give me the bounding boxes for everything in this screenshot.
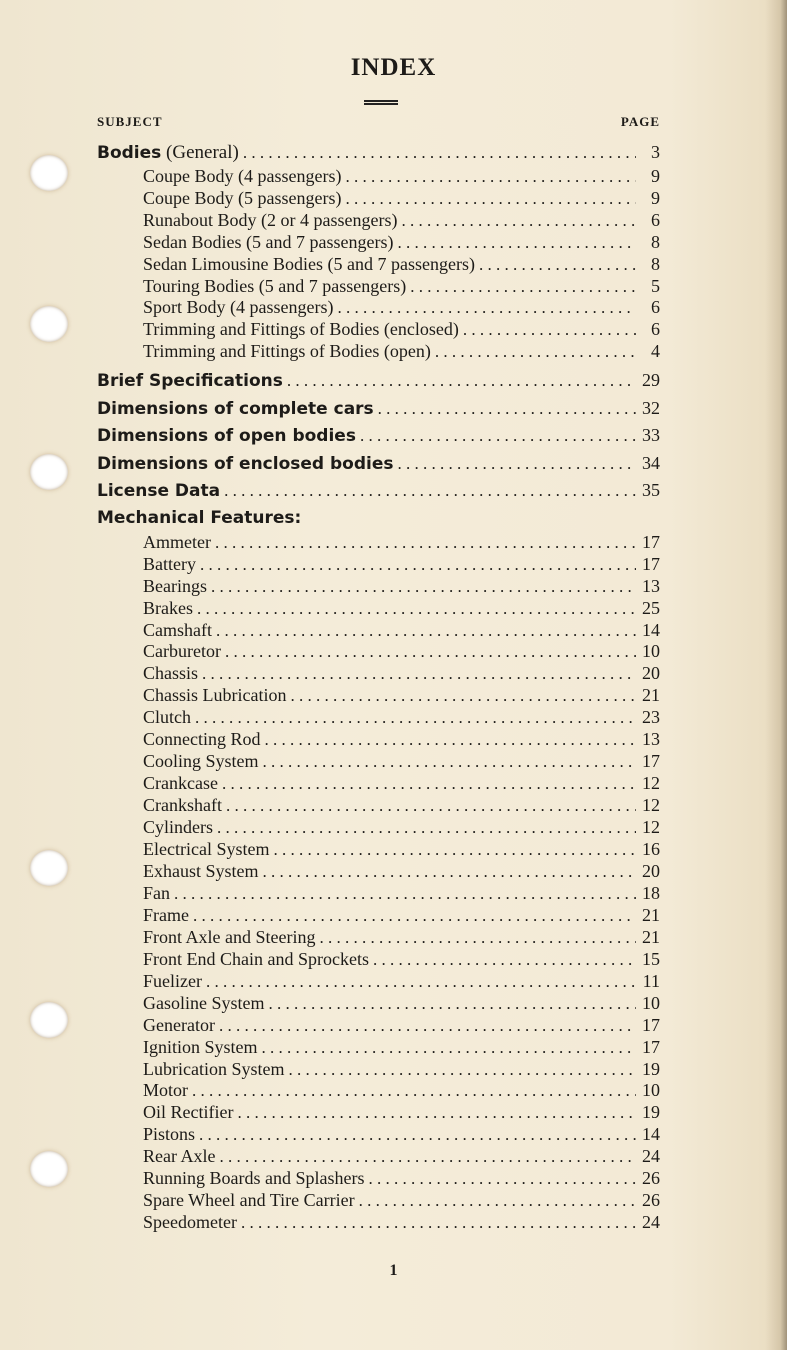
entry-page-number: 35 [642, 480, 660, 501]
entry-label: Ignition System [143, 1036, 258, 1057]
entry-label: Pistons [143, 1124, 196, 1145]
index-entry [143, 860, 660, 882]
binder-hole [30, 1002, 68, 1038]
dot-leader [397, 232, 636, 254]
dot-leader [290, 685, 636, 707]
dot-leader [345, 188, 636, 210]
index-entry [143, 904, 660, 926]
entry-label: Bearings [143, 575, 207, 596]
index-entry [143, 1014, 660, 1036]
dot-leader [263, 861, 637, 883]
dot-leader [206, 971, 636, 993]
index-entry [143, 1145, 660, 1167]
dot-leader [401, 210, 636, 232]
page-title: INDEX [350, 54, 437, 81]
entry-page-number: 17 [642, 553, 660, 574]
entry-page-number: 21 [642, 926, 660, 947]
entry-label: Speedometer [143, 1212, 237, 1233]
entry-page-number: 10 [642, 641, 660, 662]
index-entry [143, 296, 660, 318]
entry-label: Trimming and Fittings of Bodies (enclosed) [143, 319, 459, 340]
entry-page-number: 29 [642, 370, 660, 391]
entry-label: Oil Rectifier [143, 1102, 234, 1123]
entry-label: Dimensions of open bodies [97, 426, 356, 447]
entry-label: License Data [97, 481, 221, 502]
index-heading-entry [97, 369, 660, 391]
index-entry [143, 970, 660, 992]
dot-leader [174, 883, 636, 905]
index-entry [143, 728, 660, 750]
entry-page-number: 13 [642, 729, 660, 750]
index-entry [143, 838, 660, 860]
index-entry [143, 772, 660, 794]
index-entry [143, 948, 660, 970]
entry-page-number: 26 [642, 1168, 660, 1189]
entry-page-number: 19 [642, 1102, 660, 1123]
index-entry [143, 619, 660, 641]
index-entry [143, 1189, 660, 1211]
entry-label: Sedan Limousine Bodies (5 and 7 passengers) [143, 253, 475, 274]
entry-page-number: 21 [642, 685, 660, 706]
entry-page-number: 5 [651, 275, 660, 296]
entry-page-number: 24 [642, 1146, 660, 1167]
entry-page-number: 18 [642, 882, 660, 903]
entry-page-number: 14 [642, 619, 660, 640]
dot-leader [200, 554, 636, 576]
entry-label: Touring Bodies (5 and 7 passengers) [143, 275, 407, 296]
entry-label: Crankcase [143, 773, 218, 794]
entry-page-number: 9 [651, 166, 660, 186]
entry-page-number: 33 [642, 425, 660, 446]
entry-label: Connecting Rod [143, 729, 261, 750]
dot-leader [269, 993, 637, 1015]
entry-label: Dimensions of enclosed bodies [97, 453, 394, 474]
dot-leader [368, 1168, 636, 1190]
index-entry [143, 187, 660, 209]
entry-page-number: 12 [642, 795, 660, 816]
index-entry [143, 231, 660, 253]
entry-page-number: 17 [642, 531, 660, 552]
index-heading-entry [97, 424, 660, 446]
dot-leader [265, 729, 637, 751]
entry-label: Mechanical Features: [97, 507, 302, 528]
index-entry [143, 531, 660, 553]
index-entry [143, 926, 660, 948]
dot-leader [217, 817, 636, 839]
dot-leader [463, 319, 636, 341]
entry-label: Lubrication System [143, 1058, 285, 1079]
index-entry [143, 275, 660, 297]
entry-page-number: 21 [642, 904, 660, 925]
entry-label: Crankshaft [143, 795, 222, 816]
entry-label: Front End Chain and Sprockets [143, 948, 369, 969]
dot-leader [345, 166, 636, 188]
entry-label: Sport Body (4 passengers) [143, 297, 334, 318]
index-entry [143, 640, 660, 662]
dot-leader [216, 620, 636, 642]
dot-leader [211, 576, 636, 598]
entry-page-number: 20 [642, 663, 660, 684]
entry-page-number: 25 [642, 597, 660, 618]
dot-leader [199, 1124, 636, 1146]
entry-page-number: 24 [642, 1212, 660, 1233]
dot-leader [243, 142, 636, 164]
entry-label: Spare Wheel and Tire Carrier [143, 1190, 355, 1211]
entry-page-number: 3 [651, 142, 660, 162]
index-entry [143, 340, 660, 362]
dot-leader [262, 1037, 636, 1059]
dot-leader [237, 1102, 636, 1124]
entry-label: Dimensions of complete cars [97, 398, 374, 419]
entry-label: Ammeter [143, 531, 211, 552]
index-entry [143, 1211, 660, 1233]
entry-label: Frame [143, 904, 189, 925]
entry-page-number: 32 [642, 397, 660, 418]
index-entry [143, 816, 660, 838]
entry-label: Bodies [97, 143, 162, 163]
entry-label: Runabout Body (2 or 4 passengers) [143, 209, 398, 230]
dot-leader [287, 370, 636, 392]
entry-page-number: 9 [651, 187, 660, 208]
entry-page-number: 6 [651, 297, 660, 318]
entry-label: Chassis [143, 663, 199, 684]
entry-label: Chassis Lubrication [143, 685, 287, 706]
entry-page-number: 34 [642, 452, 660, 473]
dot-leader [195, 707, 636, 729]
dot-leader [202, 663, 636, 685]
dot-leader [192, 1080, 636, 1102]
binder-hole [30, 1151, 68, 1187]
index-entry [143, 882, 660, 904]
index-entry [143, 1058, 660, 1080]
index-entry [143, 684, 660, 706]
entry-label: Coupe Body (5 passengers) [143, 187, 342, 208]
index-entry [143, 662, 660, 684]
entry-label: Sedan Bodies (5 and 7 passengers) [143, 231, 394, 252]
entry-label: Cylinders [143, 817, 213, 838]
entry-page-number: 13 [642, 575, 660, 596]
dot-leader [225, 641, 636, 663]
entry-label-suffix: (General) [161, 142, 239, 163]
entry-label: Carburetor [143, 641, 221, 662]
dot-leader [222, 773, 636, 795]
dot-leader [479, 254, 636, 276]
binder-hole [30, 306, 68, 342]
entry-label: Trimming and Fittings of Bodies (open) [143, 341, 431, 362]
entry-label: Clutch [143, 707, 191, 728]
entry-page-number: 14 [642, 1124, 660, 1145]
index-entry [143, 253, 660, 275]
dot-leader [288, 1059, 636, 1081]
index-heading-entry [97, 452, 660, 474]
entry-page-number: 17 [642, 1036, 660, 1057]
binder-hole [30, 850, 68, 886]
index-entry [143, 209, 660, 231]
entry-label: Brief Specifications [97, 371, 283, 392]
index-heading-entry [97, 141, 660, 163]
entry-label: Rear Axle [143, 1146, 216, 1167]
index-entry [143, 1167, 660, 1189]
dot-leader [435, 341, 636, 363]
entry-label: Electrical System [143, 839, 270, 859]
entry-page-number: 20 [642, 860, 660, 881]
entry-page-number: 8 [651, 231, 660, 252]
index-entry [143, 1079, 660, 1101]
dot-leader [241, 1212, 636, 1234]
entry-label: Motor [143, 1080, 188, 1101]
index-entry [143, 597, 660, 619]
dot-leader [263, 751, 636, 773]
index-entry [143, 992, 660, 1014]
entry-page-number: 6 [651, 319, 660, 340]
index-entry [143, 1036, 660, 1058]
dot-leader [215, 532, 636, 554]
entry-page-number: 8 [651, 253, 660, 274]
entry-label: Front Axle and Steering [143, 926, 316, 947]
entry-label: Running Boards and Splashers [143, 1168, 365, 1189]
subject-column-header: SUBJECT [97, 114, 163, 129]
binder-hole [30, 454, 68, 490]
entry-label: Fuelizer [143, 970, 202, 991]
entry-label: Fan [143, 882, 170, 903]
entry-page-number: 19 [642, 1058, 660, 1079]
index-entry [143, 575, 660, 597]
page-edge-shadow [765, 0, 787, 1350]
dot-leader [226, 795, 636, 817]
entry-page-number: 17 [642, 1014, 660, 1035]
page-number: 1 [389, 1262, 398, 1279]
index-entry [143, 1101, 660, 1123]
entry-label: Generator [143, 1014, 215, 1035]
entry-page-number: 16 [642, 839, 660, 859]
dot-leader [398, 453, 637, 475]
dot-leader [219, 1015, 636, 1037]
entry-label: Cooling System [143, 751, 259, 772]
entry-page-number: 26 [642, 1190, 660, 1211]
dot-leader [360, 425, 636, 447]
dot-leader [197, 598, 636, 620]
entry-page-number: 12 [642, 817, 660, 838]
dot-leader [337, 297, 636, 319]
dot-leader [224, 480, 636, 502]
entry-label: Exhaust System [143, 860, 259, 881]
index-heading-entry [97, 507, 660, 529]
index-entry [143, 318, 660, 340]
dot-leader [219, 1146, 636, 1168]
index-heading-entry [97, 479, 660, 501]
entry-page-number: 12 [642, 773, 660, 794]
entry-page-number: 10 [642, 1080, 660, 1101]
index-entry [143, 706, 660, 728]
entry-page-number: 6 [651, 209, 660, 230]
title-double-rule [364, 100, 398, 105]
binder-hole [30, 155, 68, 191]
entry-label: Gasoline System [143, 992, 265, 1013]
index-entry [143, 165, 660, 187]
entry-page-number: 17 [642, 751, 660, 772]
entry-label: Brakes [143, 597, 193, 618]
index-entry [143, 794, 660, 816]
entry-page-number: 4 [651, 341, 660, 362]
page-column-header: PAGE [620, 114, 660, 129]
index-entry [143, 1123, 660, 1145]
entry-label: Battery [143, 553, 196, 574]
entry-page-number: 15 [642, 948, 660, 969]
index-heading-entry [97, 397, 660, 419]
entry-page-number: 23 [642, 707, 660, 728]
entry-label: Camshaft [143, 619, 212, 640]
entry-page-number: 10 [642, 992, 660, 1013]
index-entry [143, 553, 660, 575]
index-entry [143, 750, 660, 772]
dot-leader [410, 276, 636, 298]
dot-leader [359, 1190, 636, 1212]
dot-leader [378, 398, 636, 420]
entry-label: Coupe Body (4 passengers) [143, 166, 342, 186]
entry-page-number: 11 [642, 970, 660, 991]
dot-leader [373, 949, 636, 971]
dot-leader [193, 905, 636, 927]
dot-leader [273, 839, 636, 861]
dot-leader [319, 927, 636, 949]
